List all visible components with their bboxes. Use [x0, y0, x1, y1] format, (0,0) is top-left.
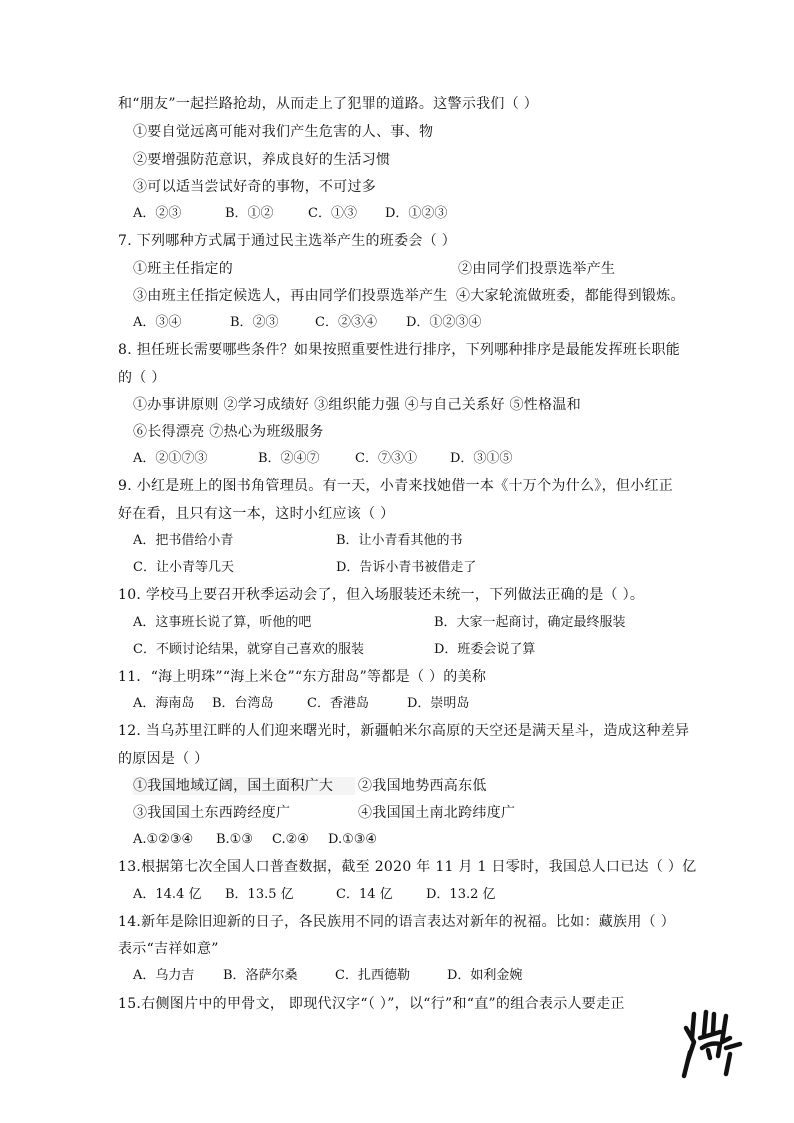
q7-choice-c: C．②③④: [315, 315, 377, 330]
q10-choice-b: B．大家一起商讨，确定最终服装: [434, 615, 626, 630]
q13-stem: 13.根据第七次全国人口普查数据，截至 2020 年 11 月 1 日零时，我国总人口已达（ ）亿: [118, 859, 697, 875]
oracle-bone-character-image: [680, 1008, 744, 1082]
q8-choice-c: C．⑦③①: [355, 451, 417, 466]
q13-choice-d: D．13.2 亿: [426, 887, 496, 902]
q6-choice-d: D．①②③: [385, 206, 448, 221]
q6-option-1: ①要自觉远离可能对我们产生危害的人、事、物: [133, 124, 434, 140]
q11-stem: 11．“海上明珠”“海上米仓”“东方甜岛”等都是（ ）的美称: [118, 669, 487, 685]
q6-option-2: ②要增强防范意识，养成良好的生活习惯: [133, 152, 391, 168]
q8-choice-b: B．②④⑦: [258, 451, 320, 466]
q9-stem-line-1: 9. 小红是班上的图书角管理员。有一天，小青来找她借一本《十万个为什么》，但小红正: [118, 478, 674, 494]
q6-choice-a: A．②③: [133, 206, 182, 221]
q7-option-2: ②由同学们投票选举产生: [458, 261, 616, 277]
q9-choice-c: C．让小青等几天: [133, 560, 234, 575]
q7-option-3: ③由班主任指定候选人，再由同学们投票选举产生: [133, 288, 448, 304]
q11-choice-d: D．崇明岛: [407, 696, 470, 711]
q6-choice-c: C．①③: [308, 206, 357, 221]
q14-choice-d: D．如利金婉: [447, 968, 523, 983]
q14-stem-line-1: 14.新年是除旧迎新的日子，各民族用不同的语言表达对新年的祝福。比如：藏族用（ ）: [118, 914, 676, 930]
q10-choice-a: A．这事班长说了算，听他的吧: [133, 615, 312, 630]
q8-choice-a: A．②①⑦③: [133, 451, 208, 466]
q12-option-1: ①我国地域辽阔，国土面积广大: [133, 777, 355, 795]
q11-choice-b: B．台湾岛: [212, 696, 274, 711]
q7-stem: 7. 下列哪种方式属于通过民主选举产生的班委会（ ）: [118, 233, 457, 249]
q15-stem: 15.右侧图片中的甲骨文， 即现代汉字“（ ）”，以“行”和“直”的组合表示人要走正: [118, 996, 625, 1012]
q8-options-line-2: ⑥长得漂亮 ⑦热心为班级服务: [133, 424, 324, 440]
q9-choice-b: B．让小青看其他的书: [336, 533, 463, 548]
q12-stem-line-1: 12. 当乌苏里江畔的人们迎来曙光时，新疆帕米尔高原的天空还是满天星斗，造成这种差异: [118, 723, 690, 739]
q9-choice-a: A．把书借给小青: [133, 533, 234, 548]
q10-choice-c: C．不顾讨论结果，就穿自己喜欢的服装: [133, 642, 364, 657]
q13-choice-c: C．14 亿: [336, 887, 393, 902]
q14-choice-a: A．乌力吉: [133, 968, 195, 983]
q8-stem-line-2: 的（ ）: [118, 370, 166, 386]
q6-stem-continuation: 和“朋友”一起拦路抢劫，从而走上了犯罪的道路。这警示我们（ ）: [118, 96, 539, 112]
q12-stem-line-2: 的原因是（ ）: [118, 751, 209, 767]
q12-option-4: ④我国国土南北跨纬度广: [358, 805, 516, 821]
q7-choice-d: D．①②③④: [406, 315, 482, 330]
q11-choice-c: C．香港岛: [307, 696, 369, 711]
q9-stem-line-2: 好在看，且只有这一本，这时小红应该（ ）: [118, 506, 395, 522]
q12-option-2: ②我国地势西高东低: [358, 778, 487, 794]
q14-stem-line-2: 表示“吉祥如意”: [118, 941, 219, 957]
q12-choice-a: A.①②③④: [133, 832, 194, 847]
q7-option-4: ④大家轮流做班委，都能得到锻炼。: [456, 288, 685, 304]
q8-choice-d: D．③①⑤: [450, 451, 513, 466]
q10-choice-d: D．班委会说了算: [434, 642, 536, 657]
q12-choice-d: D.①③④: [328, 832, 378, 847]
q12-option-3: ③我国国土东西跨经度广: [133, 805, 291, 821]
q12-choice-b: B.①③: [216, 832, 253, 847]
q8-options-line-1: ①办事讲原则 ②学习成绩好 ③组织能力强 ④与自己关系好 ⑤性格温和: [133, 397, 581, 413]
q12-choice-c: C.②④: [272, 832, 309, 847]
q7-choice-a: A．③④: [133, 315, 182, 330]
q9-choice-d: D．告诉小青书被借走了: [336, 560, 477, 575]
q8-stem-line-1: 8. 担任班长需要哪些条件？如果按照重要性进行排序，下列哪种排序是最能发挥班长职能: [118, 342, 681, 358]
q14-choice-b: B．洛萨尔桑: [223, 968, 298, 983]
q13-choice-a: A．14.4 亿: [133, 887, 202, 902]
q14-choice-c: C．扎西德勒: [335, 968, 410, 983]
q6-choice-b: B．①②: [225, 206, 274, 221]
q13-choice-b: B．13.5 亿: [225, 887, 294, 902]
q6-option-3: ③可以适当尝试好奇的事物，不可过多: [133, 179, 377, 195]
q11-choice-a: A．海南岛: [133, 696, 195, 711]
q7-choice-b: B．②③: [230, 315, 279, 330]
q7-option-1: ①班主任指定的: [133, 261, 234, 277]
q10-stem: 10. 学校马上要召开秋季运动会了，但入场服装还未统一，下列做法正确的是（ ）。: [118, 587, 645, 603]
